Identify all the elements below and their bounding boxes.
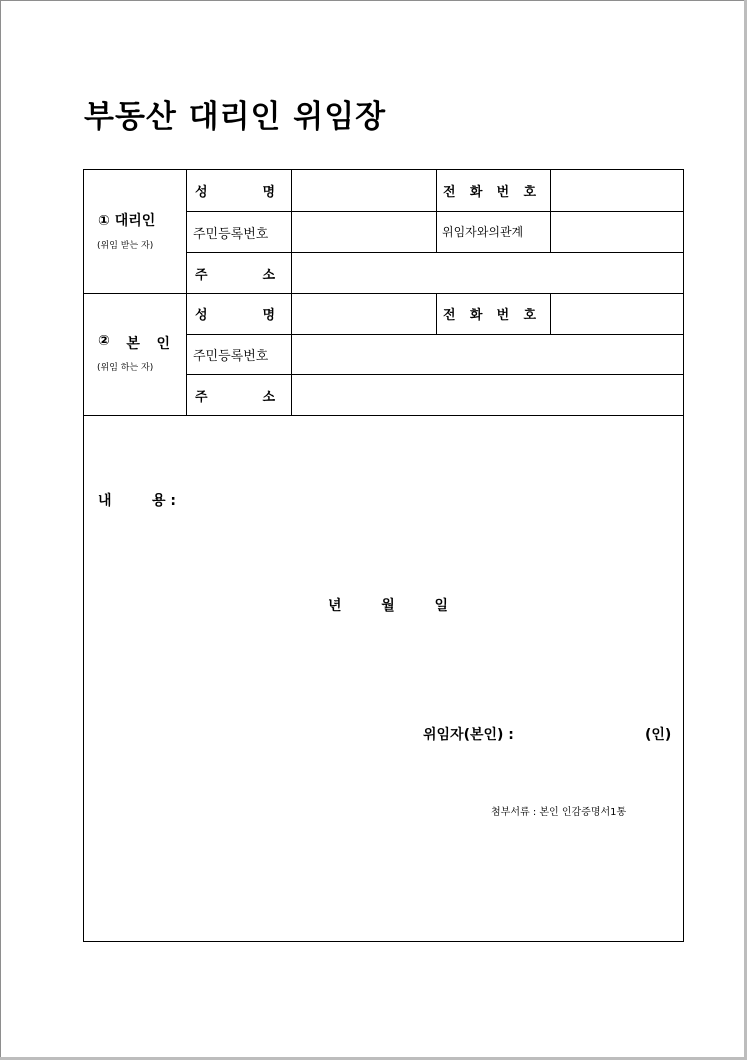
agent-relation-label: 위임자와의관계 bbox=[442, 225, 524, 239]
principal-address-label: 주 소 bbox=[195, 390, 275, 405]
content-label: 내 용 : bbox=[98, 493, 176, 509]
column-divider bbox=[436, 211, 437, 252]
column-divider bbox=[436, 293, 437, 334]
section-divider bbox=[84, 293, 683, 294]
section-divider bbox=[84, 415, 683, 416]
column-divider bbox=[436, 170, 437, 211]
column-divider bbox=[550, 293, 551, 334]
date-label: 년 월 일 bbox=[328, 598, 448, 614]
agent-phone-label: 전 화 번 호 bbox=[443, 185, 536, 200]
agent-section-sublabel: (위임 받는 자) bbox=[97, 241, 154, 251]
delegation-form-table bbox=[83, 169, 684, 942]
agent-address-label: 주 소 bbox=[195, 268, 275, 283]
row-divider bbox=[187, 252, 683, 253]
delegator-signature-label: 위임자(본인) : bbox=[423, 727, 514, 743]
row-divider bbox=[187, 334, 683, 335]
row-divider bbox=[187, 374, 683, 375]
row-divider bbox=[187, 211, 683, 212]
principal-section-sublabel: (위임 하는 자) bbox=[97, 363, 154, 373]
seal-label: (인) bbox=[645, 727, 672, 743]
column-divider bbox=[550, 211, 551, 252]
agent-name-label: 성 명 bbox=[195, 185, 275, 200]
principal-resident-number-label: 주민등록번호 bbox=[193, 349, 269, 364]
agent-resident-number-label: 주민등록번호 bbox=[193, 227, 269, 242]
column-divider bbox=[186, 170, 187, 415]
column-divider bbox=[291, 170, 292, 415]
principal-phone-label: 전 화 번 호 bbox=[443, 308, 536, 323]
principal-name-label: 성 명 bbox=[195, 308, 275, 323]
column-divider bbox=[550, 170, 551, 211]
agent-section-label: ① 대리인 bbox=[98, 213, 156, 229]
attachment-note: 첨부서류 : 본인 인감증명서1통 bbox=[491, 807, 627, 818]
principal-section-label: ② 본 인 bbox=[98, 333, 170, 352]
document-title: 부동산 대리인 위임장 bbox=[84, 99, 387, 135]
